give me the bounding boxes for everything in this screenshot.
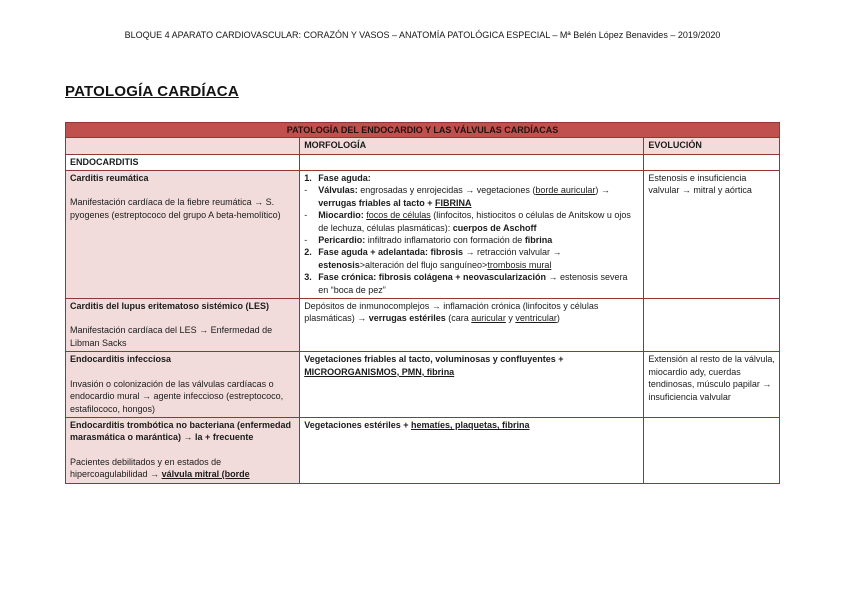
column-header-row [66,138,780,154]
table-title-row [66,122,780,137]
text-segment: Endocarditis trombótica no bacteriana (enfermedad marasmática o marántica) → la + frecuente [70,419,292,443]
column-header-evolucion: EVOLUCIÓN [644,138,780,154]
block-text [304,301,598,323]
paragraph [304,353,639,378]
blank-line [70,444,295,456]
block-text [304,354,563,376]
section-row [66,154,780,170]
text-segment: Fase crónica: fibrosis colágena + neovascularización [318,272,549,283]
evolucion-cell [644,171,780,299]
text-segment: verrugas estériles [368,313,446,324]
paragraph [70,300,295,312]
block-text [304,420,529,430]
block-text [318,271,639,296]
table-title: PATOLOGÍA DEL ENDOCARDIO Y LAS VÁLVULAS CARDÍACAS [66,122,780,137]
paragraph [70,324,295,349]
list-item [304,209,639,234]
table-row [66,352,780,418]
evolucion-cell [644,299,780,352]
text-segment: hematíes, plaquetas, fibrina [411,419,530,430]
text-segment: Miocardio: [318,210,364,221]
text-segment: cuerpos de Aschoff [452,222,537,233]
list-item [304,172,639,184]
paragraph [70,378,295,415]
morfologia-cell [300,171,644,299]
morfologia-cell [300,299,644,352]
text-segment: engrosadas y enrojecidas → vegetaciones ( [357,185,536,196]
block-text [70,173,149,183]
row-label-cell [66,171,300,299]
text-segment: focos de células [366,210,431,221]
text-segment: Manifestación cardíaca de la fiebre reumática → S. pyogenes (estreptococo del grupo A beta-hemolítico) [70,197,281,220]
paragraph [70,172,295,184]
list-marker: 1. [304,173,312,184]
block-text [70,379,283,414]
list-marker: - [304,235,308,246]
text-segment: ventricular [515,313,557,324]
text-segment: (linfocitos, histiocitos o células de Anitskow u ojos de lechuza, células plasmáticas): [318,210,631,233]
table-row [66,299,780,352]
morfologia-cell [300,352,644,418]
table-body [66,171,780,484]
text-segment: Extensión al resto de la válvula, miocardio ady, cuerdas tendinosas, músculo papilar → insuficiencia valvular [648,354,775,402]
text-segment: borde auricular [535,185,596,196]
paragraph [70,456,295,481]
text-segment: >alteración del flujo sanguíneo> [359,259,488,270]
block-text [70,197,281,219]
text-segment: infiltrado inflamatorio con formación de [365,235,525,246]
text-segment: MICROORGANISMOS, PMN, fibrina [304,366,455,377]
column-header-blank [66,138,300,154]
blank-line [70,312,295,324]
block-text [70,420,291,442]
text-segment: ) [556,313,560,324]
list-marker: 2. [304,247,312,258]
paragraph [304,300,639,325]
section-label: ENDOCARDITIS [66,154,300,170]
section-empty-cell [644,154,780,170]
row-label-cell [66,417,300,483]
block-text [70,457,250,479]
list-marker: - [304,210,308,221]
block-text [70,301,269,311]
text-segment: Pericardio: [318,235,366,246]
row-label-cell [66,352,300,418]
block-text [70,325,272,347]
list-item [304,184,639,209]
text-segment: auricular [471,313,506,324]
text-segment: Manifestación cardíaca del LES → Enfermedad de Libman Sacks [70,325,273,348]
text-segment: Estenosis e insuficiencia valvular → mitral y aórtica [648,173,752,196]
blank-line [70,366,295,378]
list-item [304,234,639,246]
text-segment: Carditis del lupus eritematoso sistémico (LES) [70,301,270,312]
text-segment: → estenosis severa en “boca de pez” [318,272,628,295]
text-segment: Pacientes debilitados y en estados de hipercoagulabilidad → [70,456,222,480]
section-empty-cell [300,154,644,170]
list-item [304,246,639,271]
block-text [318,184,639,209]
text-segment: Fase aguda: [318,173,371,184]
morfologia-cell [300,417,644,483]
paragraph [304,419,639,431]
text-segment: Fase aguda + adelantada: fibrosis [318,247,466,258]
evolucion-cell [644,417,780,483]
text-segment: Válvulas: [318,185,358,196]
evolucion-cell [644,352,780,418]
text-segment: trombosis mural [487,259,552,270]
text-segment: verrugas friables al tacto + [318,197,435,208]
text-segment: → retracción valvular → [465,247,562,258]
blank-line [70,184,295,196]
text-segment: estenosis [318,259,360,270]
block-text [318,172,639,184]
table-row [66,417,780,483]
paragraph [648,172,775,197]
list-item [304,271,639,296]
column-header-morfologia: MORFOLOGÍA [300,138,644,154]
table-row [66,171,780,299]
text-segment: Depósitos de inmunocomplejos → inflamación crónica (linfocitos y células plasmáticas) → [304,301,599,324]
text-segment: (cara [445,313,472,324]
page-title: PATOLOGÍA CARDÍACA [65,82,239,100]
paragraph [648,353,775,403]
pathology-table [65,122,780,484]
text-segment: Endocarditis infecciosa [70,354,172,365]
text-segment: Invasión o colonización de las válvulas cardíacas o endocardio mural → agente infeccioso (estreptococo, estafilococo, hongos) [70,378,284,414]
block-text [648,173,752,195]
list-marker: 3. [304,272,312,283]
paragraph [70,419,295,444]
text-segment: fibrina [524,235,553,246]
text-segment: Vegetaciones estériles + [304,419,412,430]
block-text [318,234,639,246]
text-segment: Vegetaciones friables al tacto, voluminosas y confluyentes + [304,354,564,365]
text-segment: FIBRINA [435,197,472,208]
document-header: BLOQUE 4 APARATO CARDIOVASCULAR: CORAZÓN Y VASOS – ANATOMÍA PATOLÓGICA ESPECIAL – Mª Belén López Benavides – 2019/2020 [124,30,721,40]
text-segment: ) → [595,185,610,196]
block-text [70,354,171,364]
paragraph [70,353,295,365]
block-text [648,354,775,401]
block-text [318,209,639,234]
list-marker: - [304,185,308,196]
row-label-cell [66,299,300,352]
block-text [318,246,639,271]
text-segment: Carditis reumática [70,173,149,184]
text-segment: y [505,313,516,324]
text-segment: válvula mitral (borde [161,469,250,480]
paragraph [70,196,295,221]
